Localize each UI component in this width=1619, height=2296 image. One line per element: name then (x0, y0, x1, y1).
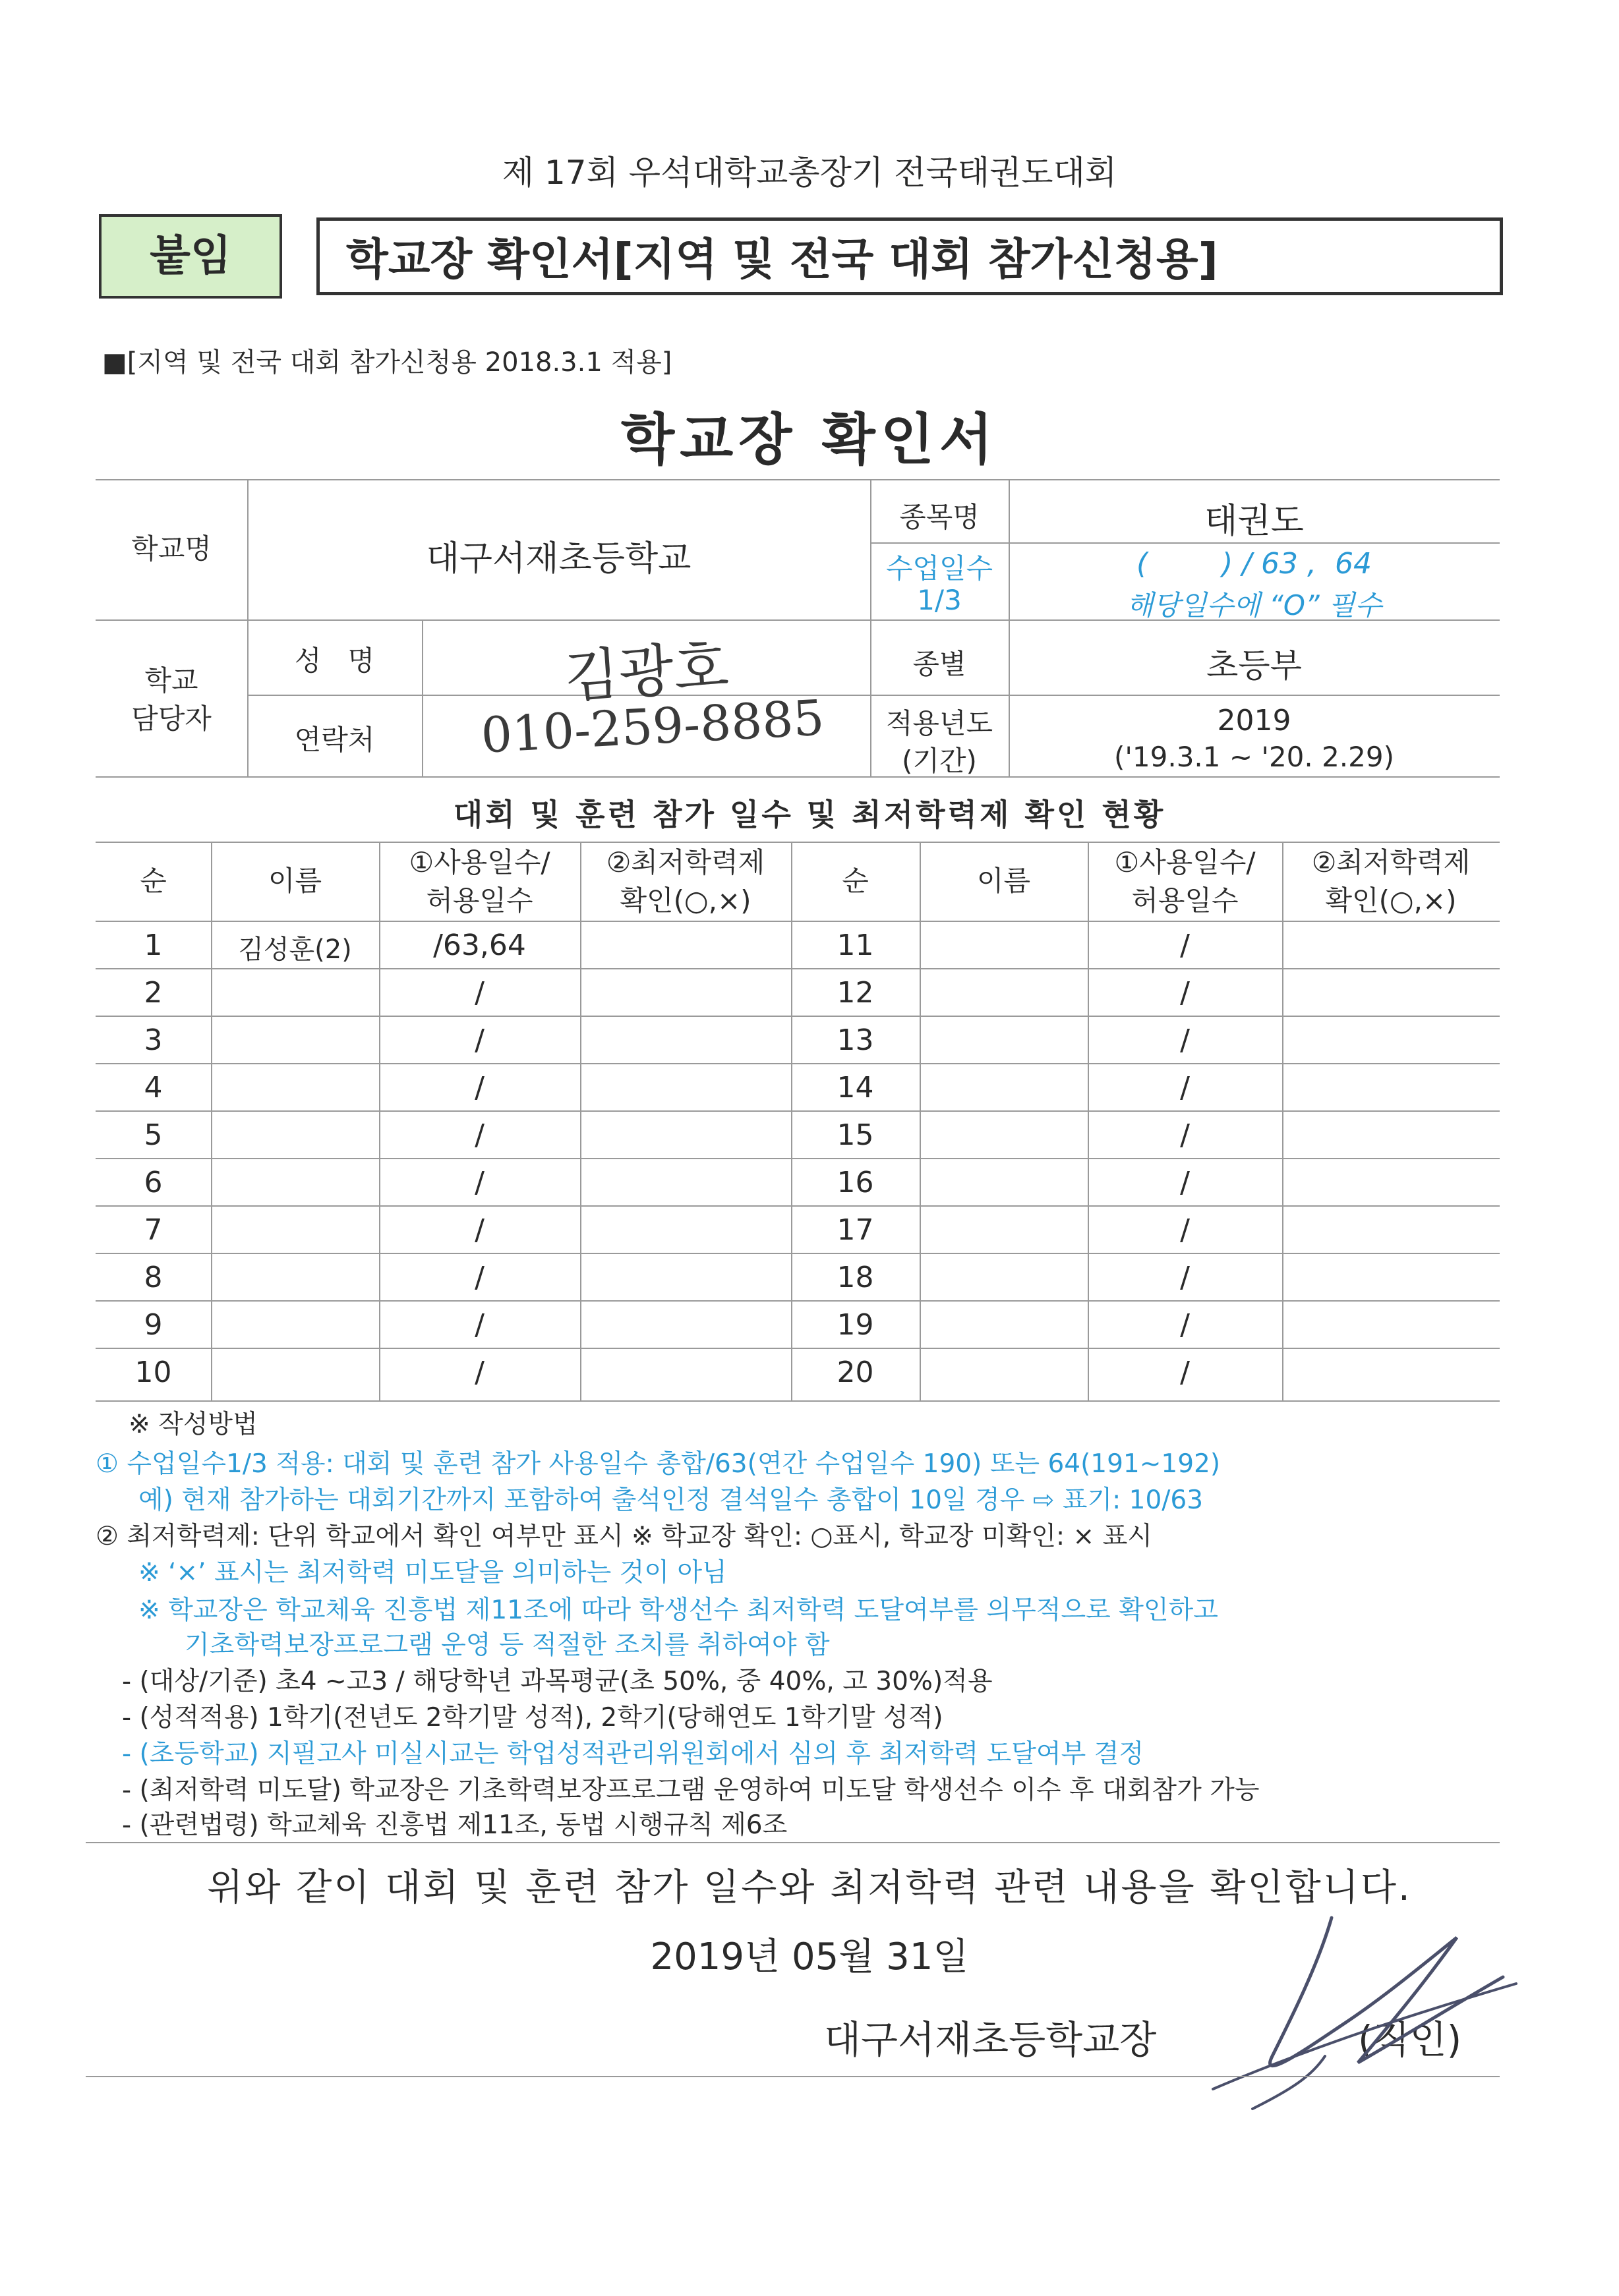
row-right-no: 14 (837, 1071, 874, 1105)
check-header-2: 확인(○,×) (620, 884, 751, 917)
footer-divider (86, 2076, 1500, 2077)
signature-date: 2019년 05월 31일 (650, 1936, 969, 1978)
event-title: 제 17회 우석대학교총장기 전국태권도대회 (502, 154, 1117, 192)
row-left-days: / (475, 976, 485, 1010)
row-left-no: 3 (144, 1023, 163, 1057)
manager-name-handwritten: 김광호 (562, 633, 731, 711)
class-days-instruction: 해당일수에 “O” 필수 (1126, 589, 1382, 621)
notes-title: ※ 작성방법 (129, 1410, 258, 1439)
note-3: ※ ‘×’ 표시는 최저학력 미도달을 의미하는 것이 아님 (138, 1558, 727, 1588)
division-label: 종별 (912, 648, 966, 680)
row-right-no: 17 (837, 1213, 874, 1247)
notes-divider (86, 1842, 1500, 1843)
row-left-no: 2 (144, 976, 163, 1010)
class-days-fraction: 1/3 (917, 584, 962, 616)
name-label: 성 명 (294, 645, 375, 677)
row-right-days: / (1180, 1166, 1190, 1199)
check-header-right: ②최저학력제 (1311, 846, 1471, 878)
row-right-days: / (1180, 1308, 1190, 1342)
note-2: ② 최저학력제: 단위 학교에서 확인 여부만 표시 ※ 학교장 확인: ○표시, 학교장 미확인: × 표시 (96, 1522, 1152, 1551)
class-days-label: 수업일수 (885, 552, 993, 585)
row-right-days: / (1180, 976, 1190, 1010)
name-header-right: 이름 (976, 865, 1031, 897)
manager-label: 학교 (144, 664, 198, 697)
row-right-days: / (1180, 1213, 1190, 1247)
period-value: ('19.3.1 ~ '20. 2.29) (1113, 741, 1394, 773)
attachment-tag: 붙임 (99, 214, 282, 299)
row-right-days: / (1180, 1356, 1190, 1389)
row-right-days: / (1180, 1261, 1190, 1294)
year-label: 적용년도 (885, 707, 993, 739)
days-header: ①사용일수/ (409, 846, 550, 878)
check-header-right-2: 확인(○,×) (1325, 884, 1457, 917)
row-right-no: 11 (837, 929, 874, 962)
event-label: 종목명 (899, 501, 980, 533)
row-left-no: 1 (144, 929, 163, 962)
note-1-example: 예) 현재 참가하는 대회기간까지 포함하여 출석인정 결석일수 총합이 10일 경우 ⇨ 표기: 10/63 (138, 1485, 1204, 1515)
row-left-days: / (475, 1166, 485, 1199)
note-4-cont: 기초학력보장프로그램 운영 등 적절한 조치를 취하여야 함 (185, 1630, 830, 1660)
row-right-no: 16 (837, 1166, 874, 1199)
form-heading: 학교장 확인서[지역 및 전국 대회 참가신청용] (316, 217, 1503, 295)
row-right-no: 13 (837, 1023, 874, 1057)
row-left-no: 5 (144, 1118, 163, 1152)
row-right-no: 15 (837, 1118, 874, 1152)
document-title: 학교장 확인서 (620, 407, 999, 472)
row-left-no: 7 (144, 1213, 163, 1247)
days-header-2: 허용일수 (426, 884, 533, 917)
row-right-no: 20 (837, 1356, 874, 1389)
period-label: (기간) (902, 745, 977, 777)
note-9: - (관련법령) 학교체육 진흥법 제11조, 동법 시행규칙 제6조 (122, 1810, 788, 1840)
note-7: - (초등학교) 지필고사 미실시교는 학업성적관리위원회에서 심의 후 최저학력 도달여부 결정 (122, 1739, 1144, 1769)
year-value: 2019 (1217, 704, 1291, 737)
row-left-days: / (475, 1308, 485, 1342)
days-header-right: ①사용일수/ (1114, 846, 1256, 878)
row-left-days: / (475, 1261, 485, 1294)
note-8: - (최저학력 미도달) 학교장은 기초학력보장프로그램 운영하여 미도달 학생선수 이수 후 대회참가 가능 (122, 1775, 1260, 1805)
row-right-no: 18 (837, 1261, 874, 1294)
school-label: 학교명 (131, 532, 212, 565)
order-header-right: 순 (842, 865, 869, 897)
row-left-days: / (475, 1356, 485, 1389)
principal-signature (1173, 1891, 1543, 2129)
row-left-no: 9 (144, 1308, 163, 1342)
division-value: 초등부 (1206, 646, 1302, 685)
check-header: ②최저학력제 (606, 846, 765, 878)
row-right-days: / (1180, 1118, 1190, 1152)
row-left-no: 8 (144, 1261, 163, 1294)
contact-label: 연락처 (294, 724, 375, 756)
row-left-no: 6 (144, 1166, 163, 1199)
class-days-value: ( ) / 63 , 64 (1136, 547, 1372, 581)
row-left-days: / (475, 1118, 485, 1152)
contact-handwritten: 010-259-8885 (479, 689, 826, 764)
row-right-days: / (1180, 1071, 1190, 1105)
row-left-no: 4 (144, 1071, 163, 1105)
row-right-days: / (1180, 929, 1190, 962)
row-left-days: / (475, 1213, 485, 1247)
row-left-name: 김성훈(2) (238, 934, 352, 965)
scope-note: ■[지역 및 전국 대회 참가신청용 2018.3.1 적용] (102, 347, 672, 378)
confirm-statement: 위와 같이 대회 및 훈련 참가 일수와 최저학력 관련 내용을 확인합니다. (207, 1866, 1412, 1909)
note-4: ※ 학교장은 학교체육 진흥법 제11조에 따라 학생선수 최저학력 도달여부를 의무적으로 확인하고 (138, 1595, 1218, 1625)
row-right-days: / (1180, 1023, 1190, 1057)
days-header-right-2: 허용일수 (1131, 884, 1239, 917)
name-header: 이름 (268, 865, 322, 897)
school-name: 대구서재초등학교 (426, 539, 692, 579)
seal-mark: (직인) (1358, 2017, 1462, 2062)
row-right-no: 19 (837, 1308, 874, 1342)
row-left-days: / (475, 1023, 485, 1057)
row-right-no: 12 (837, 976, 874, 1010)
note-1: ① 수업일수1/3 적용: 대회 및 훈련 참가 사용일수 총합/63(연간 수업일수 190) 또는 64(191~192) (96, 1449, 1221, 1479)
row-left-no: 10 (134, 1356, 172, 1389)
event-value: 태권도 (1204, 502, 1304, 541)
principal-title: 대구서재초등학교장 (824, 2017, 1157, 2062)
row-left-days: / (475, 1071, 485, 1105)
note-6: - (성적적용) 1학기(전년도 2학기말 성적), 2학기(당해연도 1학기말 성적) (122, 1703, 943, 1733)
order-header: 순 (140, 865, 167, 897)
row-left-days: /63,64 (433, 929, 526, 962)
section-title: 대회 및 훈련 참가 일수 및 최저학력제 확인 현황 (453, 797, 1166, 832)
manager-label-2: 담당자 (131, 703, 212, 735)
note-5: - (대상/기준) 초4 ~고3 / 해당학년 과목평균(초 50%, 중 40%, 고 30%)적용 (122, 1667, 993, 1696)
